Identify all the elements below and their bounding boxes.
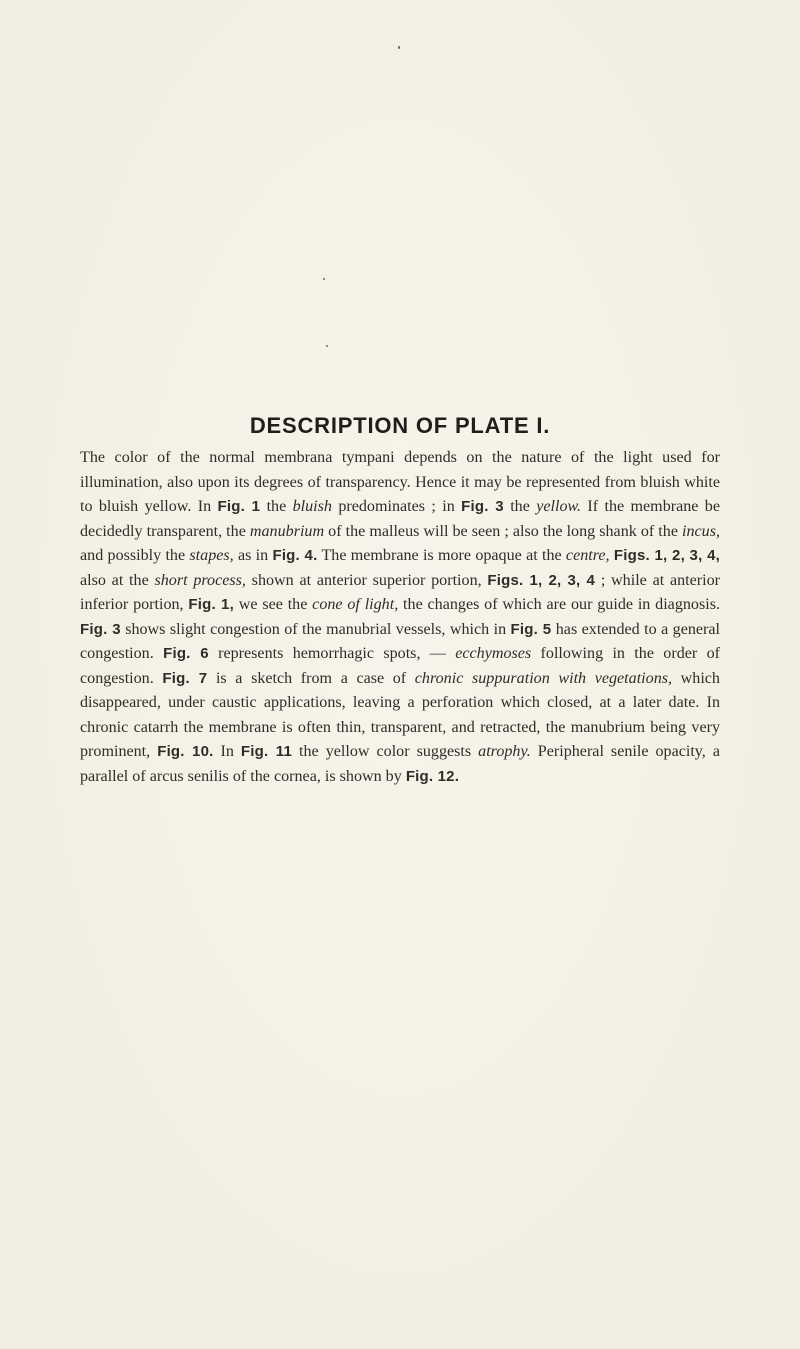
text-run: If the membrane be decidedly transparent, the (80, 498, 720, 540)
text-run: and possibly the (80, 547, 190, 564)
text-run: shown at anterior superior portion, (245, 571, 488, 589)
italic-term: incus, (682, 522, 721, 540)
text-run: the changes of which are our guide in diagnosis. (398, 596, 720, 613)
description-paragraph (80, 446, 720, 789)
text-run: In (213, 743, 241, 760)
plate-description (80, 446, 720, 789)
page-speck (398, 46, 400, 49)
text-run: following in the order of congestion. (80, 645, 721, 687)
figure-reference: Fig. 3 (80, 620, 121, 638)
figure-reference: Fig. 1, (188, 596, 234, 613)
text-run: The color of the normal membrana tympani depends on the nature of the light used for illumination, also upon its degrees of transparency. Hence it may be represented from bluish white to bluish yellow. In (80, 449, 720, 515)
text-run: the (503, 498, 537, 515)
text-run: which disappeared, under caustic applications, leaving a perforation which closed, at a later date. In chronic catarrh the membrane is often thin, transparent, and retracted, the manubrium being very prominent, (80, 669, 720, 760)
figure-reference: Fig. 11 (240, 743, 292, 760)
text-run: of the malleus will be seen ; also the long shank of the (324, 522, 683, 540)
text-run: as in (233, 547, 273, 564)
italic-term: yellow. (536, 498, 582, 515)
figure-reference: Fig. 10. (157, 743, 214, 760)
text-run: has extended to a general congestion. (80, 620, 721, 662)
italic-term: atrophy. (478, 743, 531, 760)
text-run: shows slight congestion of the manubrial vessels, which in (120, 620, 511, 638)
text-run: the yellow color suggests (292, 743, 479, 760)
text-run: we see the (233, 596, 313, 613)
text-run: predominates ; in (331, 498, 462, 515)
text-run: is a sketch from a case of (207, 669, 415, 687)
figure-reference: Fig. 1 (217, 498, 261, 515)
italic-term: bluish (292, 498, 332, 515)
figure-reference: Figs. 1, 2, 3, 4 (487, 571, 596, 589)
text-run: Peripheral senile opacity, a parallel of arcus senilis of the cornea, is shown by (80, 743, 720, 785)
figure-reference: Fig. 5 (510, 620, 552, 638)
italic-term: cone of light, (312, 596, 399, 613)
figure-reference: Fig. 12. (405, 767, 460, 785)
italic-term: manubrium (249, 522, 325, 540)
figure-reference: Fig. 7 (162, 669, 208, 687)
italic-term: chronic suppuration with vegetations, (414, 669, 673, 687)
page-speck (326, 345, 328, 347)
italic-term: ecchymoses (455, 645, 532, 662)
text-run: ; while at anterior inferior portion, (80, 571, 720, 613)
italic-term: short process, (154, 571, 246, 589)
italic-term: stapes, (189, 547, 234, 564)
figure-reference: Fig. 6 (163, 645, 209, 662)
text-run: The membrane is more opaque at the (317, 547, 566, 564)
figure-reference: Fig. 3 (461, 498, 504, 515)
text-run: also at the (80, 571, 155, 589)
figure-reference: Fig. 4. (272, 547, 318, 564)
italic-term: centre, (565, 547, 610, 564)
page-speck (323, 278, 325, 280)
figure-reference: Figs. 1, 2, 3, 4, (613, 547, 721, 564)
text-run: the (260, 498, 293, 515)
plate-heading: DESCRIPTION OF PLATE I. (249, 412, 551, 438)
text-run: represents hemorrhagic spots, — (208, 645, 456, 662)
